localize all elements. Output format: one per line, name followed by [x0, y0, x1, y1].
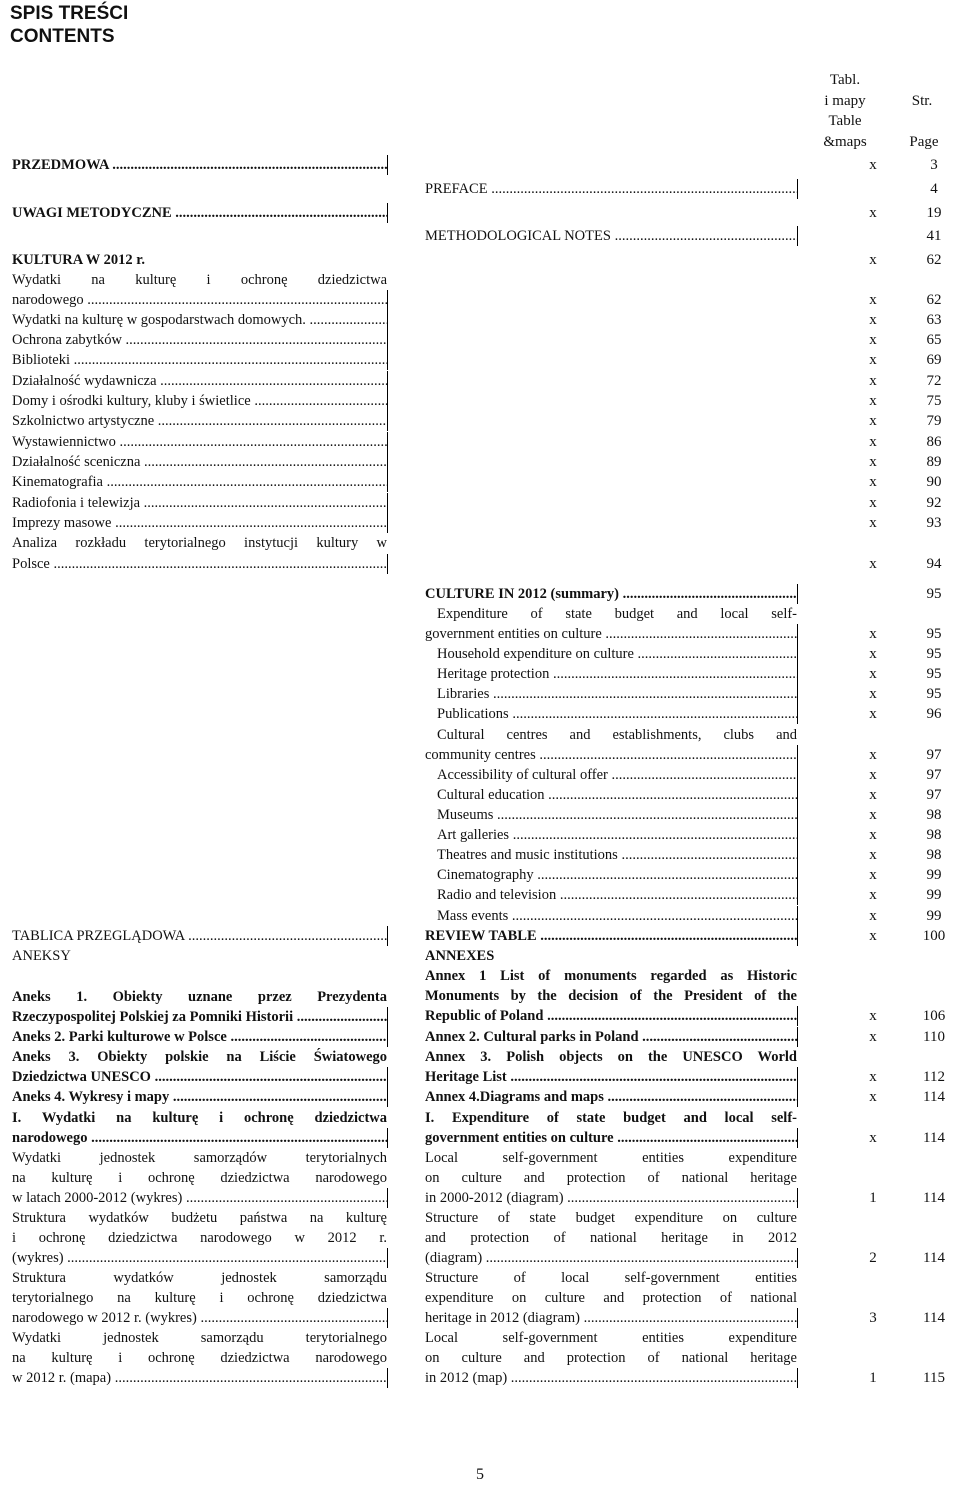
entry-biblioteki[interactable]: Biblioteki ..... [12, 350, 388, 370]
title-polish: SPIS TREŚCI [10, 3, 129, 24]
page-kultura: 62 [926, 252, 942, 268]
entry-art-galleries[interactable]: Art galleries ..... [437, 825, 798, 845]
table-ref-cinema: x [869, 867, 877, 883]
header-str: Str. [911, 93, 933, 109]
entry-wykres3-line2: terytorialnego na kulturę i ochronę dziedzictwa [12, 1290, 387, 1306]
page-radio: 99 [926, 887, 942, 903]
entry-ochrona-zabytkow[interactable]: Ochrona zabytków ..... [12, 330, 388, 350]
table-ref-household: x [869, 646, 877, 662]
table-ref-radio: x [869, 887, 877, 903]
table-ref-education: x [869, 787, 877, 803]
entry-accessibility[interactable]: Accessibility of cultural offer ..... [437, 765, 798, 785]
entry-heritage[interactable]: Heritage protection ..... [437, 664, 798, 684]
table-ref-ochrona: x [869, 332, 877, 348]
entry-wykres1-line2: na kulturę i ochronę dziedzictwa narodowego [12, 1170, 387, 1186]
table-ref-biblioteki: x [869, 352, 877, 368]
page-diagram2: 114 [923, 1250, 945, 1266]
entry-wykres1-line1: Wydatki jednostek samorządów terytorialnych [12, 1150, 387, 1166]
entry-diagram3-line1: Structure of local self-government entities [425, 1270, 797, 1286]
table-ref-annex1: x [869, 1008, 877, 1024]
page-cinema: 99 [926, 867, 942, 883]
entry-mass-events[interactable]: Mass events ..... [437, 906, 798, 926]
entry-annexes: ANNEXES [425, 948, 495, 964]
table-ref-szkolnictwo: x [869, 413, 877, 429]
page-wystawiennictwo: 86 [926, 434, 942, 450]
entry-aneks1-line2[interactable]: Rzeczypospolitej Polskiej za Pomniki Historii ..... [12, 1007, 388, 1027]
entry-diagram2-line3[interactable]: (diagram) ..... [425, 1248, 798, 1268]
table-ref-radiofonia: x [869, 495, 877, 511]
table-ref-sceniczna: x [869, 454, 877, 470]
table-ref-expenditure-i: x [869, 1130, 877, 1146]
page-number: 5 [476, 1466, 484, 1483]
table-ref-wydawnicza: x [869, 373, 877, 389]
header-tabl: Tabl. [829, 72, 861, 88]
entry-libraries[interactable]: Libraries ..... [437, 684, 798, 704]
entry-diagram2-line1: Structure of state budget expenditure on culture [425, 1210, 797, 1226]
entry-theatres[interactable]: Theatres and music institutions ..... [437, 845, 798, 865]
entry-aneks4[interactable]: Aneks 4. Wykresy i mapy ..... [12, 1087, 388, 1107]
table-ref-libraries: x [869, 686, 877, 702]
page-review: 100 [922, 928, 946, 944]
entry-mapa-line3[interactable]: w 2012 r. (mapa) ..... [12, 1368, 388, 1388]
table-ref-annex3: x [869, 1069, 877, 1085]
page-heritage: 95 [926, 666, 942, 682]
entry-wykres2-line3[interactable]: (wykres) ..... [12, 1248, 388, 1268]
page-kinematografia: 90 [926, 474, 942, 490]
entry-aneks3-line2[interactable]: Dziedzictwa UNESCO ..... [12, 1067, 388, 1087]
page-sceniczna: 89 [926, 454, 942, 470]
page-radiofonia: 92 [926, 495, 942, 511]
entry-dzialalnosc-sceniczna[interactable]: Działalność sceniczna ..... [12, 452, 388, 472]
table-ref-diagram2: 2 [869, 1250, 877, 1266]
table-ref-mass: x [869, 908, 877, 924]
entry-diagram1-line2: on culture and protection of national heritage [425, 1170, 797, 1186]
entry-annex3-line1: Annex 3. Polish objects on the UNESCO World [425, 1049, 797, 1065]
entry-wystawiennictwo[interactable]: Wystawiennictwo ..... [12, 432, 388, 452]
entry-imprezy-masowe[interactable]: Imprezy masowe ..... [12, 513, 388, 533]
page-galleries: 98 [926, 827, 942, 843]
entry-wydatki-line1: Wydatki na kulturę i ochronę dziedzictwa [12, 272, 387, 288]
table-ref-przedmowa: x [869, 157, 877, 173]
header-i-mapy: i mapy [824, 93, 866, 109]
table-ref-kinematografia: x [869, 474, 877, 490]
entry-cultural-education[interactable]: Cultural education ..... [437, 785, 798, 805]
entry-aneks2[interactable]: Aneks 2. Parki kulturowe w Polsce ..... [12, 1027, 388, 1047]
page-annex2: 110 [923, 1029, 945, 1045]
entry-annex1-line2: Monuments by the decision of the President of the [425, 988, 797, 1004]
entry-expenditure-i-line2[interactable]: government entities on culture ..... [425, 1128, 798, 1148]
entry-annex1-line1: Annex 1 List of monuments regarded as Historic [425, 968, 797, 984]
table-ref-galleries: x [869, 827, 877, 843]
page-expenditure: 95 [926, 626, 942, 642]
entry-annex2[interactable]: Annex 2. Cultural parks in Poland ..... [425, 1027, 798, 1047]
page-uwagi: 19 [926, 205, 942, 221]
entry-szkolnictwo[interactable]: Szkolnictwo artystyczne ..... [12, 411, 388, 431]
page-annex3: 112 [923, 1069, 945, 1085]
entry-review-table[interactable]: REVIEW TABLE ..... [425, 926, 798, 946]
table-ref-diagram1: 1 [869, 1190, 877, 1206]
page-centres: 97 [926, 747, 942, 763]
entry-annex4[interactable]: Annex 4.Diagrams and maps ..... [425, 1087, 798, 1107]
table-ref-centres: x [869, 747, 877, 763]
entry-expenditure-line2[interactable]: government entities on culture ..... [425, 624, 798, 644]
page-mass: 99 [926, 908, 942, 924]
entry-radiofonia[interactable]: Radiofonia i telewizja ..... [12, 493, 388, 513]
page-theatres: 98 [926, 847, 942, 863]
table-ref-uwagi: x [869, 205, 877, 221]
page-diagram1: 114 [923, 1190, 945, 1206]
page-przedmowa: 3 [930, 157, 938, 173]
entry-cultural-centres-line1: Cultural centres and establishments, clubs and [437, 727, 797, 743]
table-ref-review: x [869, 928, 877, 944]
entry-kultura-heading[interactable]: KULTURA W 2012 r. [12, 252, 145, 268]
table-ref-analiza: x [869, 556, 877, 572]
page-methodological: 41 [926, 228, 942, 244]
table-ref-wydatki-dom: x [869, 312, 877, 328]
entry-diagram3-line2: expenditure on culture and protection of national [425, 1290, 797, 1306]
table-ref-imprezy: x [869, 515, 877, 531]
entry-aneksy: ANEKSY [12, 948, 71, 964]
entry-household[interactable]: Household expenditure on culture ..... [437, 644, 798, 664]
entry-aneks3-line1: Aneks 3. Obiekty polskie na Liście Światowego [12, 1049, 387, 1065]
entry-wykres1-line3[interactable]: w latach 2000-2012 (wykres) ..... [12, 1188, 388, 1208]
entry-wykres2-line1: Struktura wydatków budżetu państwa na kulturę [12, 1210, 387, 1226]
entry-wydatki-i-line1: I. Wydatki na kulturę i ochronę dziedzictwa [12, 1110, 387, 1126]
title-english: CONTENTS [10, 26, 115, 47]
entry-map-line3[interactable]: in 2012 (map) ..... [425, 1368, 798, 1388]
entry-radio-television[interactable]: Radio and television ..... [437, 885, 798, 905]
page-annex4: 114 [923, 1089, 945, 1105]
page-accessibility: 97 [926, 767, 942, 783]
page-household: 95 [926, 646, 942, 662]
header-table: Table [828, 113, 862, 129]
table-ref-kultura: x [869, 252, 877, 268]
page-publications: 96 [926, 706, 942, 722]
entry-aneks1-line1: Aneks 1. Obiekty uznane przez Prezydenta [12, 989, 387, 1005]
entry-wykres3-line3[interactable]: narodowego w 2012 r. (wykres) ..... [12, 1308, 388, 1328]
entry-wydatki-gospodarstwa[interactable]: Wydatki na kulturę w gospodarstwach domowych. ..... [12, 310, 388, 330]
page-biblioteki: 69 [926, 352, 942, 368]
entry-tablica-przegladowa[interactable]: TABLICA PRZEGLĄDOWA ..... [12, 926, 388, 946]
page-wydawnicza: 72 [926, 373, 942, 389]
entry-analiza-line2[interactable]: Polsce ..... [12, 554, 388, 574]
table-ref-annex2: x [869, 1029, 877, 1045]
entry-przedmowa[interactable]: PRZEDMOWA ..... [12, 155, 388, 175]
page-expenditure-i: 114 [923, 1130, 945, 1146]
table-ref-museums: x [869, 807, 877, 823]
entry-uwagi-metodyczne[interactable]: UWAGI METODYCZNE ..... [12, 203, 388, 223]
entry-domy-kultury[interactable]: Domy i ośrodki kultury, kluby i świetlice ..... [12, 391, 388, 411]
page-imprezy: 93 [926, 515, 942, 531]
page-ochrona: 65 [926, 332, 942, 348]
entry-diagram1-line1: Local self-government entities expenditure [425, 1150, 797, 1166]
entry-annex1-line3[interactable]: Republic of Poland ..... [425, 1006, 798, 1026]
entry-wykres2-line2: i ochronę dziedzictwa narodowego w 2012 r. [12, 1230, 387, 1246]
header-maps: &maps [823, 134, 867, 150]
entry-wydatki-i-line2[interactable]: narodowego ..... [12, 1128, 388, 1148]
table-ref-publications: x [869, 706, 877, 722]
page-libraries: 95 [926, 686, 942, 702]
entry-dzialalnosc-wydawnicza[interactable]: Działalność wydawnicza ..... [12, 371, 388, 391]
page-diagram3: 114 [923, 1310, 945, 1326]
page-analiza: 94 [926, 556, 942, 572]
entry-cultural-centres-line2[interactable]: community centres ..... [425, 745, 798, 765]
page-annex1: 106 [922, 1008, 946, 1024]
table-ref-annex4: x [869, 1089, 877, 1105]
entry-preface[interactable]: PREFACE ..... [425, 179, 798, 199]
entry-annex3-line2[interactable]: Heritage List ..... [425, 1067, 798, 1087]
page-culture-summary: 95 [926, 586, 942, 602]
entry-methodological-notes[interactable]: METHODOLOGICAL NOTES ..... [425, 226, 798, 246]
entry-culture-summary[interactable]: CULTURE IN 2012 (summary) ..... [425, 584, 798, 604]
page-museums: 98 [926, 807, 942, 823]
table-ref-domy: x [869, 393, 877, 409]
table-ref-heritage: x [869, 666, 877, 682]
entry-map-line1: Local self-government entities expenditure [425, 1330, 797, 1346]
entry-kinematografia[interactable]: Kinematografia ..... [12, 472, 388, 492]
page-education: 97 [926, 787, 942, 803]
page-szkolnictwo: 79 [926, 413, 942, 429]
page-wydatki-dom: 63 [926, 312, 942, 328]
entry-cinematography[interactable]: Cinematography ..... [437, 865, 798, 885]
entry-museums[interactable]: Museums ..... [437, 805, 798, 825]
entry-expenditure-i-line1: I. Expenditure of state budget and local self- [425, 1110, 797, 1126]
entry-wydatki-line2[interactable]: narodowego ..... [12, 290, 388, 310]
entry-expenditure-line1: Expenditure of state budget and local self- [437, 606, 797, 622]
entry-publications[interactable]: Publications ..... [437, 704, 798, 724]
page-wydatki: 62 [926, 292, 942, 308]
table-ref-expenditure: x [869, 626, 877, 642]
table-ref-map: 1 [869, 1370, 877, 1386]
page-map: 115 [923, 1370, 945, 1386]
table-ref-accessibility: x [869, 767, 877, 783]
page-domy: 75 [926, 393, 942, 409]
table-ref-diagram3: 3 [869, 1310, 877, 1326]
entry-mapa-line2: na kulturę i ochronę dziedzictwa narodowego [12, 1350, 387, 1366]
entry-diagram2-line2: and protection of national heritage in 2012 [425, 1230, 797, 1246]
entry-diagram3-line3[interactable]: heritage in 2012 (diagram) ..... [425, 1308, 798, 1328]
table-ref-wydatki: x [869, 292, 877, 308]
entry-wykres3-line1: Struktura wydatków jednostek samorządu [12, 1270, 387, 1286]
entry-mapa-line1: Wydatki jednostek samorządu terytorialnego [12, 1330, 387, 1346]
header-page: Page [909, 134, 939, 150]
entry-map-line2: on culture and protection of national heritage [425, 1350, 797, 1366]
page-preface: 4 [930, 181, 938, 197]
table-ref-wystawiennictwo: x [869, 434, 877, 450]
table-ref-theatres: x [869, 847, 877, 863]
entry-analiza-line1: Analiza rozkładu terytorialnego instytucji kultury w [12, 535, 387, 551]
entry-diagram1-line3[interactable]: in 2000-2012 (diagram) ..... [425, 1188, 798, 1208]
